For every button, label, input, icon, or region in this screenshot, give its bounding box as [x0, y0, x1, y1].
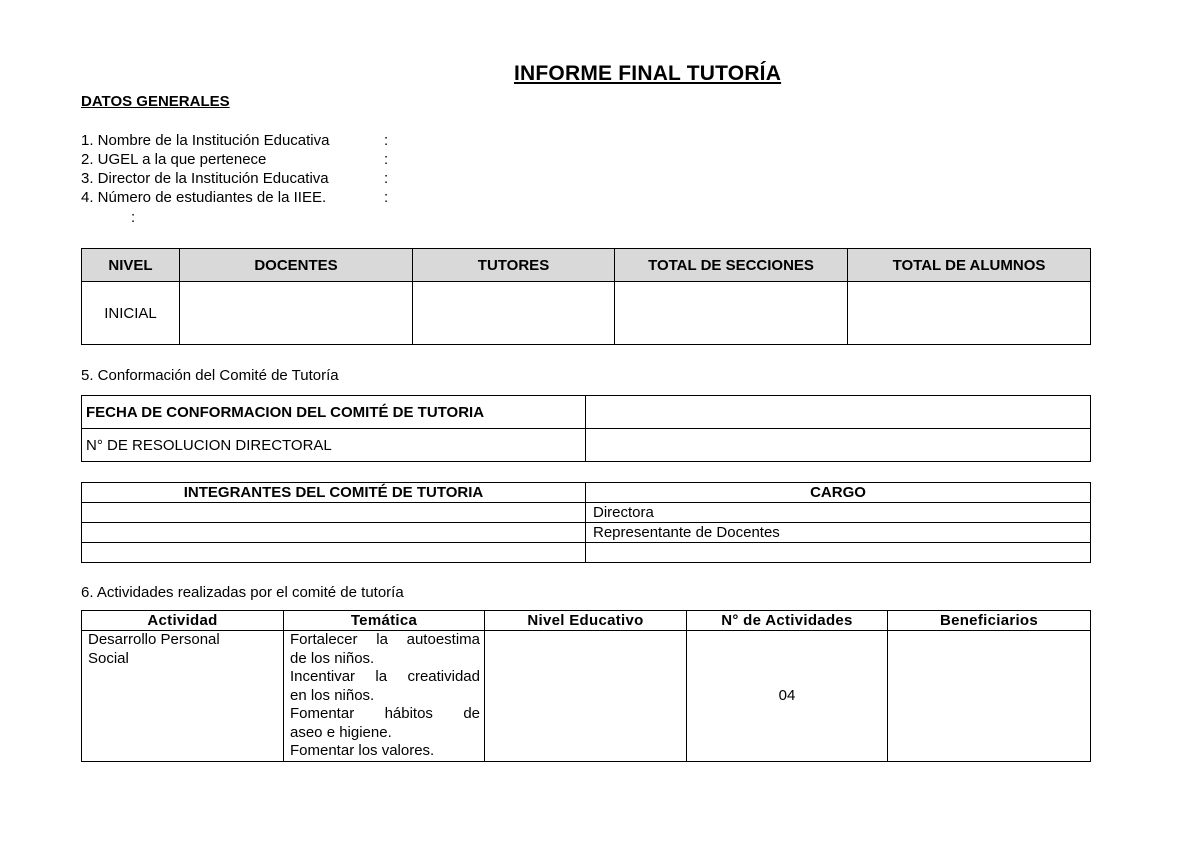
cell-docentes	[180, 282, 413, 345]
cell-beneficiarios	[888, 631, 1091, 762]
cell-tematica	[284, 631, 485, 762]
general-item-colon: :	[384, 151, 389, 168]
general-item	[81, 188, 389, 207]
section-6-label: 6. Actividades realizadas por el comité de tutoría	[81, 584, 404, 601]
resolucion-value	[586, 429, 1091, 462]
fecha-conformacion-value	[586, 396, 1091, 429]
resolucion-label: N° DE RESOLUCION DIRECTORAL	[82, 429, 586, 462]
document-title: INFORME FINAL TUTORÍA	[514, 62, 782, 85]
general-item-colon: :	[384, 189, 389, 206]
niveles-table	[81, 248, 1091, 345]
table-header-row	[82, 483, 1091, 503]
header-nivel: NIVEL	[82, 249, 180, 282]
tematica-line: aseo e higiene.	[290, 723, 392, 741]
header-tutores: TUTORES	[413, 249, 615, 282]
general-item-label: 1. Nombre de la Institución Educativa	[81, 132, 330, 149]
cell-nivel-educativo	[485, 631, 687, 762]
header-tematica: Temática	[284, 611, 485, 631]
general-item-label: 3. Director de la Institución Educativa	[81, 170, 329, 187]
tematica-line: Incentivar la creatividad	[290, 668, 480, 685]
cell-cargo	[586, 543, 1091, 563]
actividades-table	[81, 610, 1091, 762]
tematica-line: Fomentar hábitos de	[290, 705, 480, 722]
actividad-line: Social	[88, 649, 129, 667]
cell-integrante	[82, 543, 586, 563]
general-item-label: 4. Número de estudiantes de la IIEE.	[81, 189, 327, 206]
cell-num-actividades: 04	[687, 631, 888, 762]
header-total-alumnos: TOTAL DE ALUMNOS	[848, 249, 1091, 282]
tematica-line: Fomentar los valores.	[290, 742, 435, 759]
comite-table	[81, 395, 1091, 462]
section-5-label: 5. Conformación del Comité de Tutoría	[81, 367, 339, 384]
cell-total-alumnos	[848, 282, 1091, 345]
cell-cargo: Directora	[586, 503, 1091, 523]
header-num-actividades: N° de Actividades	[687, 611, 888, 631]
header-actividad: Actividad	[82, 611, 284, 631]
cell-nivel: INICIAL	[82, 282, 180, 345]
cell-total-secciones	[615, 282, 848, 345]
section-heading-datos-generales: DATOS GENERALES	[81, 93, 230, 110]
general-item	[81, 131, 389, 150]
header-nivel-educativo: Nivel Educativo	[485, 611, 687, 631]
stray-colon: :	[131, 209, 136, 226]
cell-integrante	[82, 523, 586, 543]
cell-cargo: Representante de Docentes	[586, 523, 1091, 543]
tematica-line: en los niños.	[290, 686, 375, 704]
fecha-conformacion-label: FECHA DE CONFORMACION DEL COMITÉ DE TUTORIA	[82, 396, 586, 429]
table-row	[82, 282, 1091, 345]
cell-tutores	[413, 282, 615, 345]
integrantes-table	[81, 482, 1091, 563]
table-row	[82, 429, 1091, 462]
table-row	[82, 396, 1091, 429]
table-row	[82, 631, 1091, 762]
cell-actividad	[82, 631, 284, 762]
table-row	[82, 543, 1091, 563]
cell-integrante	[82, 503, 586, 523]
table-row	[82, 523, 1091, 543]
header-docentes: DOCENTES	[180, 249, 413, 282]
actividad-line: Desarrollo Personal	[88, 631, 220, 648]
general-item	[81, 169, 389, 188]
tematica-line: Fortalecer la autoestima	[290, 631, 480, 648]
header-cargo: CARGO	[586, 483, 1091, 503]
header-total-secciones: TOTAL DE SECCIONES	[615, 249, 848, 282]
header-integrantes: INTEGRANTES DEL COMITÉ DE TUTORIA	[82, 483, 586, 503]
table-row	[82, 503, 1091, 523]
tematica-line: de los niños.	[290, 649, 375, 667]
header-beneficiarios: Beneficiarios	[888, 611, 1091, 631]
table-header-row	[82, 611, 1091, 631]
table-header-row	[82, 249, 1091, 282]
general-item-colon: :	[384, 132, 389, 149]
general-item-colon: :	[384, 170, 389, 187]
general-item	[81, 150, 389, 169]
general-item-label: 2. UGEL a la que pertenece	[81, 151, 267, 168]
